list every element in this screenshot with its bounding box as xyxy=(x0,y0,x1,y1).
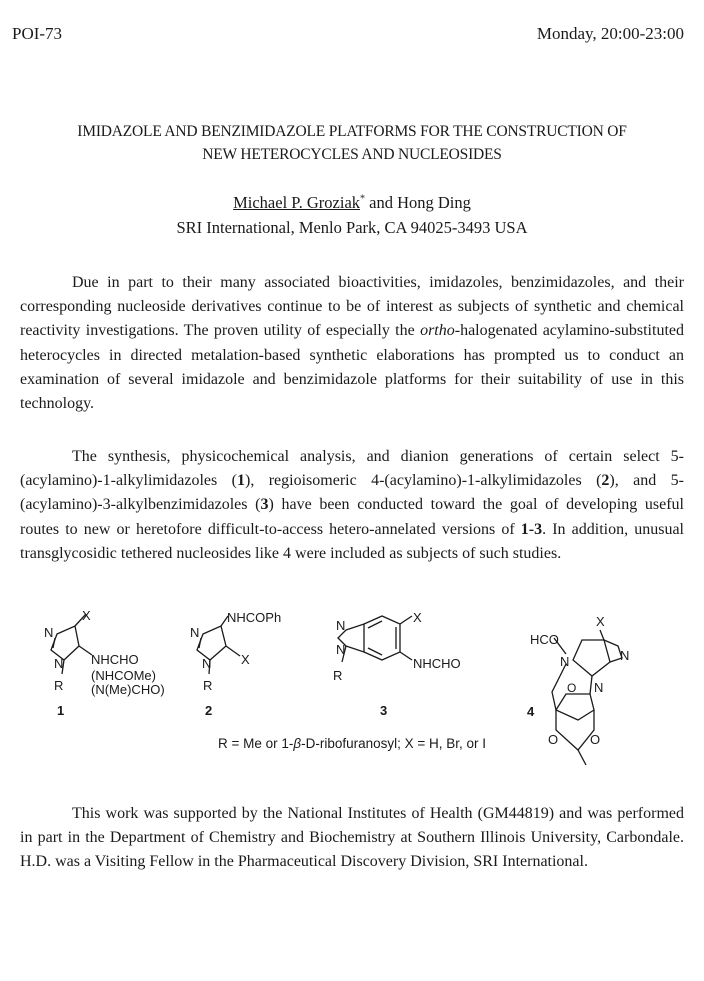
c4-hco: HCO xyxy=(530,632,559,647)
c3-r: R xyxy=(333,668,343,683)
affiliation: SRI International, Menlo Park, CA 94025-3493 USA xyxy=(176,218,528,237)
c1-alt1: (NHCOMe) xyxy=(91,668,156,683)
c2-n2: N xyxy=(202,656,212,671)
caption-a: R = Me or 1- xyxy=(217,736,294,751)
title-line-2: NEW HETEROCYCLES AND NUCLEOSIDES xyxy=(202,146,502,163)
figure-caption xyxy=(0,736,704,751)
para1-text-b: -halogenated acylamino-substituted heterocycles in directed metalation-based synthetic elaborations has prompted us to conduct an examination of several imidazole and benzimidazole platforms for their suitability of use in this technology. xyxy=(20,322,684,413)
para2-b2: 2 xyxy=(601,472,610,490)
c2-x: X xyxy=(241,652,250,667)
c3-n1: N xyxy=(336,618,346,633)
author-star: * xyxy=(360,193,366,205)
c4-num: 4 xyxy=(527,704,535,719)
para2-s1: The synthesis, physicochemical analysis, and dianion generations of certain select 5-(acylamino)-1-alkylimidazoles ( xyxy=(20,448,684,490)
c3-num: 3 xyxy=(380,703,388,718)
c4-sugar xyxy=(556,694,594,720)
author-first: Michael P. Groziak xyxy=(233,193,361,212)
c4-n2: N xyxy=(620,648,630,663)
c1-x: X xyxy=(82,608,91,623)
c4-n3: N xyxy=(594,680,604,695)
para2-s4: ) have been conducted toward the goal of developing useful routes to new or heretofore difficult-to-access hetero-annelated versions of xyxy=(20,496,685,538)
c4-imidazole xyxy=(573,640,610,676)
para2-s2: ), regioisomeric 4-(acylamino)-1-alkylimidazoles ( xyxy=(245,472,602,490)
c1-ring xyxy=(51,626,79,660)
caption-beta: β xyxy=(293,736,302,751)
c4-x: X xyxy=(596,614,605,629)
author-rest: and Hong Ding xyxy=(365,193,471,212)
para1-text-a: Due in part to their many associated bioactivities, imidazoles, benzimidazoles, and their corresponding nucleoside derivatives continue to be of interest as subjects of synthetic and chemical reactivity investigations. The proven utility of especially the xyxy=(20,274,684,340)
c1-n2: N xyxy=(54,656,64,671)
paragraph-intro xyxy=(20,271,684,416)
c3-x: X xyxy=(413,610,422,625)
c2-top: NHCOPh xyxy=(227,610,282,625)
session-time: Monday, 20:00-23:00 xyxy=(536,24,684,43)
para2-b1: 1 xyxy=(237,472,245,490)
para2-s5: . In addition, unusual transglycosidic tethered nucleosides like 4 were included as subjects of such studies. xyxy=(20,520,684,562)
caption-b: -D-ribofuranosyl; X = H, Br, or I xyxy=(301,736,487,751)
c3-n2: N xyxy=(336,642,346,657)
compound-1 xyxy=(44,608,165,718)
c1-n1: N xyxy=(44,625,54,640)
c1-r: R xyxy=(54,678,64,693)
c3-sub: NHCHO xyxy=(413,656,461,671)
c1-num: 1 xyxy=(57,703,65,718)
c3-benzene xyxy=(364,616,400,660)
compound-2 xyxy=(190,610,281,718)
paragraph-acknowledgment xyxy=(20,802,684,875)
c4-o3: O xyxy=(590,732,601,747)
c2-ring xyxy=(197,626,226,660)
paragraph-synthesis xyxy=(20,445,684,566)
chemical-structures-figure xyxy=(0,600,704,780)
c1-alt2: (N(Me)CHO) xyxy=(91,682,165,697)
authors xyxy=(0,193,704,213)
c2-r: R xyxy=(203,678,213,693)
c1-sub: NHCHO xyxy=(91,652,139,667)
c4-o2: O xyxy=(548,732,559,747)
c2-num: 2 xyxy=(205,703,213,718)
c4-n1: N xyxy=(560,654,570,669)
title-line-1: IMIDAZOLE AND BENZIMIDAZOLE PLATFORMS FOR THE CONSTRUCTION OF xyxy=(77,123,627,140)
c2-n1: N xyxy=(190,625,200,640)
para2-b4: 1-3 xyxy=(520,520,543,538)
abstract-code: POI-73 xyxy=(12,24,63,43)
para1-italic: ortho xyxy=(420,322,455,340)
c4-o1: O xyxy=(567,681,577,695)
compound-3 xyxy=(333,610,461,718)
para2-b3: 3 xyxy=(260,496,269,514)
para2-s3: ), and 5-(acylamino)-3-alkylbenzimidazoles ( xyxy=(20,472,684,514)
ack-text: This work was supported by the National Institutes of Health (GM44819) and was performed in part in the Department of Chemistry and Biochemistry at Southern Illinois University, Carbondale. H.D. was a Visiting Fellow in the Pharmaceutical Discovery Division, SRI International. xyxy=(20,805,684,871)
